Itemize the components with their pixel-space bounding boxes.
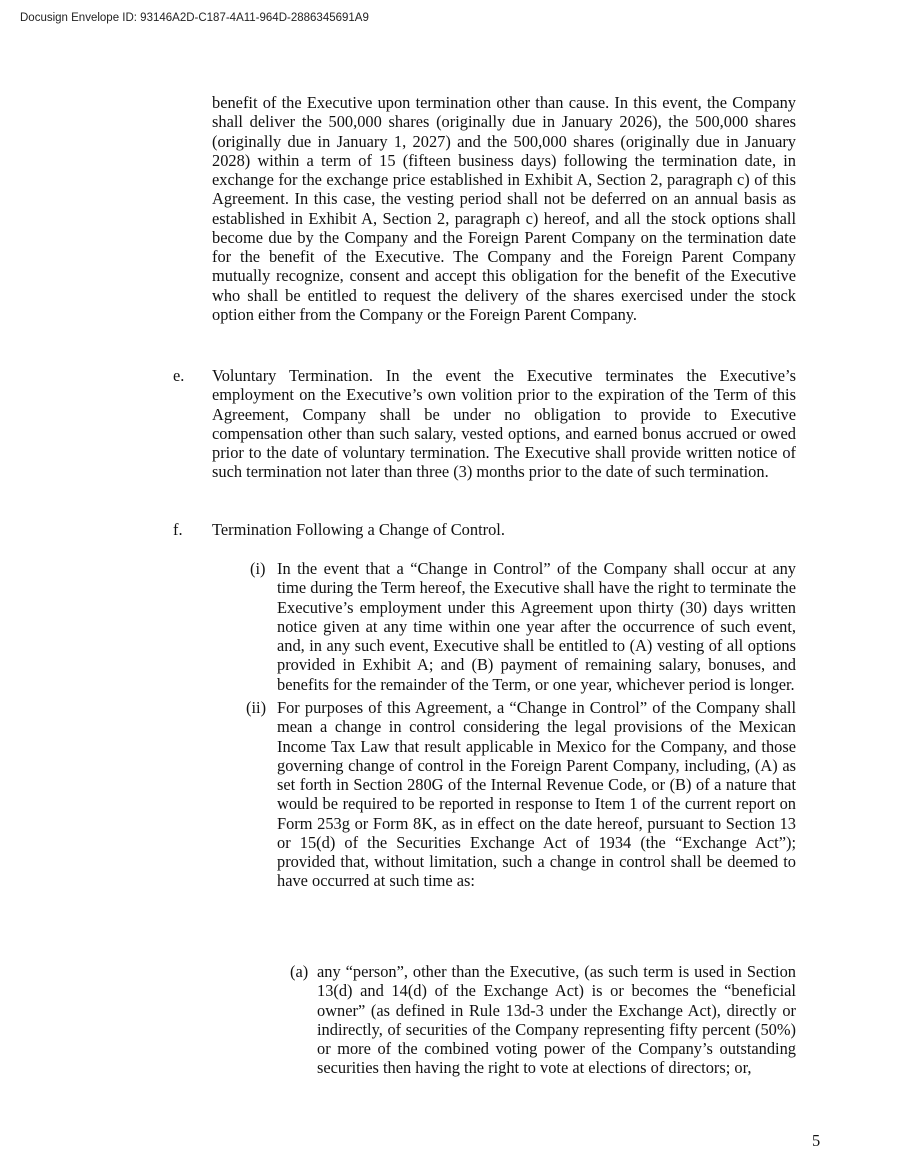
page-number: 5 (812, 1131, 821, 1150)
subitem-a-label: (a) (290, 962, 309, 981)
item-i-label: (i) (250, 559, 266, 578)
item-ii-label: (ii) (246, 698, 267, 717)
section-f-label: f. (173, 520, 183, 539)
section-e-text: Voluntary Termination. In the event the Executive terminates the Executive’s employment on the Executive’s own volition prior to the expiration of the Term of this Agreement, Company shall be under no obligation to provide to Executive compensation other than such salary, vested options, and earned bonus accrued or owed prior to the date of voluntary termination. The Executive shall provide written notice of such termination not later than three (3) months prior to the date of such termination. (212, 366, 796, 482)
continuation-paragraph: benefit of the Executive upon termination other than cause. In this event, the Company shall deliver the 500,000 shares (originally due in January 2026), the 500,000 shares (originally due in January 1, 2027) and the 500,000 shares (originally due in January 2028) within a term of 15 (fifteen business days) following the termination date, in exchange for the exchange price established in Exhibit A, Section 2, paragraph c) of this Agreement. In this case, the vesting period shall not be deferred on an annual basis as established in Exhibit A, Section 2, paragraph c) hereof, and all the stock options shall become due by the Company and the Foreign Parent Company on the termination date for the benefit of the Executive. The Company and the Foreign Parent Company mutually recognize, consent and accept this obligation for the benefit of the Executive who shall be entitled to request the delivery of the shares exercised under the stock option either from the Company or the Foreign Parent Company. (212, 93, 796, 324)
section-e-label: e. (173, 366, 185, 385)
subitem-a-text: any “person”, other than the Executive, (as such term is used in Section 13(d) and 14(d) of the Exchange Act) is or becomes the “beneficial owner” (as defined in Rule 13d-3 under the Exchange Act), directly or indirectly, of securities of the Company representing fifty percent (50%) or more of the combined voting power of the Company’s outstanding securities then having the right to vote at elections of directors; or, (317, 962, 796, 1078)
item-ii-text: For purposes of this Agreement, a “Change in Control” of the Company shall mean a change in control considering the legal provisions of the Mexican Income Tax Law that result applicable in Mexico for the Company, and those governing change of control in the Foreign Parent Company, including, (A) as set forth in Section 280G of the Internal Revenue Code, or (B) of a nature that would be required to be reported in response to Item 1 of the current report on Form 253g or Form 8K, as in effect on the date hereof, pursuant to Section 13 or 15(d) of the Securities Exchange Act of 1934 (the “Exchange Act”); provided that, without limitation, such a change in control shall be deemed to have occurred at such time as: (277, 698, 796, 891)
item-i-text: In the event that a “Change in Control” of the Company shall occur at any time during the Term hereof, the Executive shall have the right to terminate the Executive’s employment under this Agreement upon thirty (30) days written notice given at any time within one year after the occurrence of such event, and, in any such event, Executive shall be entitled to (A) vesting of all options provided in Exhibit A; and (B) payment of remaining salary, bonuses, and benefits for the remainder of the Term, or one year, whichever period is longer. (277, 559, 796, 694)
section-f-title: Termination Following a Change of Control. (212, 520, 505, 539)
envelope-id-header: Docusign Envelope ID: 93146A2D-C187-4A11-964D-2886345691A9 (20, 12, 369, 24)
